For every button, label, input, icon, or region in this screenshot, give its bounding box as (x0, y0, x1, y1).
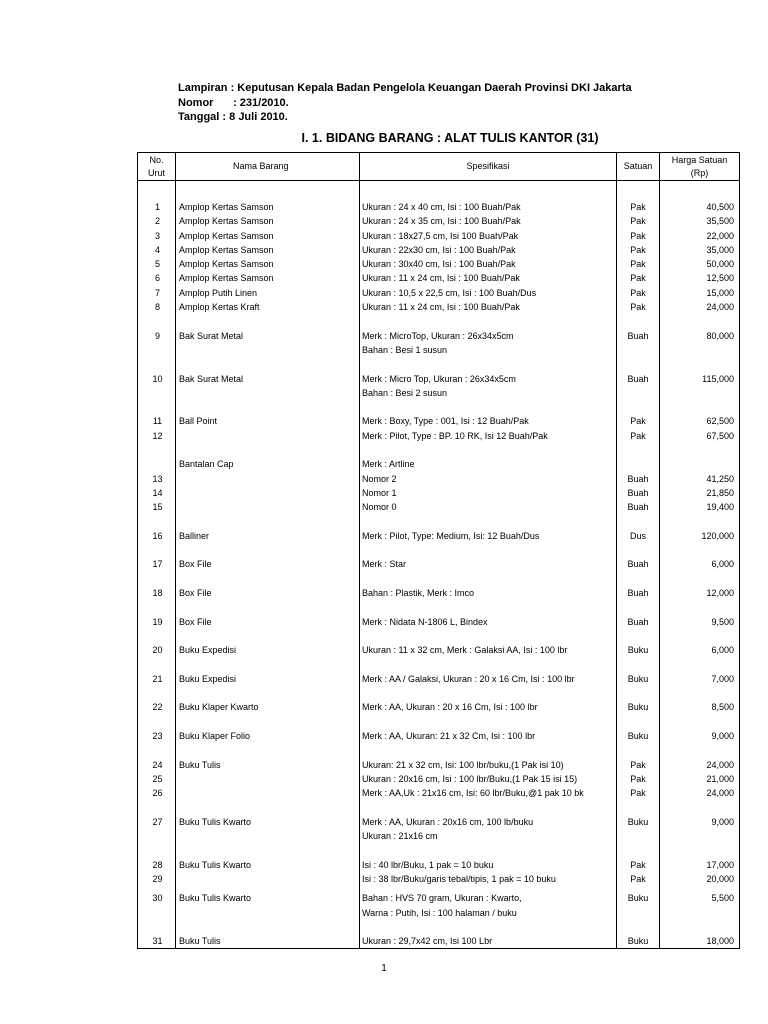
col-header-harga: Harga Satuan (Rp) (660, 153, 740, 181)
table-row (138, 200, 740, 214)
row-spesifikasi: Merk : AA / Galaksi, Ukuran : 20 x 16 Cm, Isi : 100 lbr (360, 672, 617, 686)
row-nama-barang: Bantalan Cap (176, 457, 360, 471)
table-row (138, 872, 740, 886)
row-spesifikasi: Ukuran : 11 x 32 cm, Merk : Galaksi AA, Isi : 100 lbr (360, 643, 617, 657)
table-spacer-row (138, 443, 740, 457)
row-spesifikasi: Bahan : HVS 70 gram, Ukuran : Kwarto, (360, 891, 617, 905)
row-satuan (617, 457, 660, 471)
lampiran-line (178, 81, 632, 96)
row-no (138, 386, 176, 400)
row-no: 10 (138, 372, 176, 386)
row-no: 12 (138, 429, 176, 443)
row-spesifikasi: Merk : Boxy, Type : 001, Isi : 12 Buah/Pak (360, 414, 617, 428)
row-nama-barang: Amplop Kertas Samson (176, 214, 360, 228)
row-spesifikasi: Warna : Putih, Isi : 100 halaman / buku (360, 906, 617, 920)
table-spacer-row (138, 843, 740, 857)
row-nama-barang: Buku Tulis Kwarto (176, 815, 360, 829)
row-harga (660, 906, 740, 920)
row-no: 7 (138, 286, 176, 300)
row-satuan: Pak (617, 872, 660, 886)
row-nama-barang: Bak Surat Metal (176, 329, 360, 343)
row-spesifikasi: Ukuran : 11 x 24 cm, Isi : 100 Buah/Pak (360, 271, 617, 285)
row-harga: 120,000 (660, 529, 740, 543)
row-nama-barang (176, 772, 360, 786)
row-no: 20 (138, 643, 176, 657)
row-spesifikasi: Ukuran : 11 x 24 cm, Isi : 100 Buah/Pak (360, 300, 617, 314)
table-row (138, 858, 740, 872)
row-no: 4 (138, 243, 176, 257)
row-satuan: Buku (617, 700, 660, 714)
row-spesifikasi: Ukuran : 10,5 x 22,5 cm, Isi : 100 Buah/Dus (360, 286, 617, 300)
items-table (137, 152, 740, 949)
row-satuan: Pak (617, 429, 660, 443)
row-nama-barang: Buku Expedisi (176, 643, 360, 657)
row-nama-barang: Buku Tulis Kwarto (176, 858, 360, 872)
row-harga: 5,500 (660, 891, 740, 905)
row-no: 22 (138, 700, 176, 714)
table-row (138, 457, 740, 471)
row-harga: 24,000 (660, 300, 740, 314)
table-spacer-row (138, 181, 740, 201)
row-nama-barang (176, 343, 360, 357)
row-harga: 9,000 (660, 729, 740, 743)
row-no: 19 (138, 615, 176, 629)
row-spesifikasi: Merk : Nidata N-1806 L, Bindex (360, 615, 617, 629)
row-spesifikasi: Merk : AA, Ukuran : 20 x 16 Cm, Isi : 100 lbr (360, 700, 617, 714)
row-spesifikasi: Ukuran : 24 x 40 cm, Isi : 100 Buah/Pak (360, 200, 617, 214)
row-satuan: Buah (617, 557, 660, 571)
row-no: 17 (138, 557, 176, 571)
table-row (138, 729, 740, 743)
table-row (138, 343, 740, 357)
row-no: 3 (138, 229, 176, 243)
nomor-line (178, 96, 632, 111)
row-harga: 24,000 (660, 786, 740, 800)
table-row (138, 300, 740, 314)
table-row (138, 472, 740, 486)
row-harga: 7,000 (660, 672, 740, 686)
table-row (138, 758, 740, 772)
row-spesifikasi: Bahan : Besi 1 susun (360, 343, 617, 357)
row-spesifikasi: Nomor 2 (360, 472, 617, 486)
table-row (138, 386, 740, 400)
row-nama-barang: Amplop Kertas Samson (176, 271, 360, 285)
row-satuan: Buah (617, 472, 660, 486)
table-row (138, 829, 740, 843)
row-spesifikasi: Merk : Pilot, Type: Medium, Isi: 12 Buah/Dus (360, 529, 617, 543)
row-harga: 21,000 (660, 772, 740, 786)
table-row (138, 786, 740, 800)
table-spacer-row (138, 515, 740, 529)
row-nama-barang (176, 906, 360, 920)
row-no: 14 (138, 486, 176, 500)
row-harga: 62,500 (660, 414, 740, 428)
row-spesifikasi: Nomor 0 (360, 500, 617, 514)
table-spacer-row (138, 400, 740, 414)
row-nama-barang: Balliner (176, 529, 360, 543)
row-harga: 24,000 (660, 758, 740, 772)
table-row (138, 329, 740, 343)
row-nama-barang: Buku Tulis (176, 934, 360, 949)
table-spacer-row (138, 543, 740, 557)
row-no: 5 (138, 257, 176, 271)
row-harga: 41,250 (660, 472, 740, 486)
table-spacer-row (138, 715, 740, 729)
row-satuan: Buah (617, 500, 660, 514)
tanggal-text: 8 Juli 2010. (229, 111, 288, 123)
row-satuan: Pak (617, 214, 660, 228)
row-nama-barang: Buku Klaper Folio (176, 729, 360, 743)
table-spacer-row (138, 572, 740, 586)
row-spesifikasi: Merk : Micro Top, Ukuran : 26x34x5cm (360, 372, 617, 386)
lampiran-label: Lampiran : (178, 82, 235, 94)
col-header-spesifikasi: Spesifikasi (360, 153, 617, 181)
row-satuan: Buah (617, 615, 660, 629)
row-nama-barang: Buku Expedisi (176, 672, 360, 686)
table-row (138, 257, 740, 271)
row-spesifikasi: Isi : 40 lbr/Buku, 1 pak = 10 buku (360, 858, 617, 872)
page-title (0, 131, 768, 145)
row-satuan: Buah (617, 586, 660, 600)
row-harga: 17,000 (660, 858, 740, 872)
row-harga: 22,000 (660, 229, 740, 243)
tanggal-label: Tanggal : (178, 111, 227, 123)
row-no (138, 829, 176, 843)
row-harga (660, 457, 740, 471)
row-spesifikasi: Ukuran : 29,7x42 cm, Isi 100 Lbr (360, 934, 617, 949)
row-nama-barang: Ball Point (176, 414, 360, 428)
row-nama-barang (176, 386, 360, 400)
row-harga: 20,000 (660, 872, 740, 886)
col-header-satuan: Satuan (617, 153, 660, 181)
row-satuan: Buku (617, 934, 660, 949)
document-header (178, 81, 632, 125)
row-spesifikasi: Merk : Star (360, 557, 617, 571)
table-row (138, 372, 740, 386)
table-row (138, 229, 740, 243)
row-nama-barang: Amplop Kertas Samson (176, 200, 360, 214)
row-harga: 12,500 (660, 271, 740, 285)
row-nama-barang: Box File (176, 615, 360, 629)
table-row (138, 557, 740, 571)
row-no (138, 906, 176, 920)
row-harga: 80,000 (660, 329, 740, 343)
row-no: 31 (138, 934, 176, 949)
table-row (138, 486, 740, 500)
row-satuan (617, 829, 660, 843)
col-header-nama: Nama Barang (176, 153, 360, 181)
row-satuan (617, 386, 660, 400)
row-no (138, 343, 176, 357)
row-harga (660, 829, 740, 843)
row-nama-barang (176, 429, 360, 443)
table-row (138, 934, 740, 949)
row-harga: 67,500 (660, 429, 740, 443)
row-no: 28 (138, 858, 176, 872)
row-no: 25 (138, 772, 176, 786)
row-nama-barang (176, 872, 360, 886)
row-spesifikasi: Nomor 1 (360, 486, 617, 500)
table-spacer-row (138, 686, 740, 700)
table-spacer-row (138, 658, 740, 672)
table-spacer-row (138, 800, 740, 814)
table-row (138, 615, 740, 629)
tanggal-line (178, 110, 632, 125)
table-spacer-row (138, 314, 740, 328)
row-harga (660, 386, 740, 400)
row-no: 29 (138, 872, 176, 886)
row-satuan: Buku (617, 643, 660, 657)
row-nama-barang: Buku Tulis Kwarto (176, 891, 360, 905)
row-harga: 115,000 (660, 372, 740, 386)
table-body (138, 181, 740, 949)
table-row (138, 815, 740, 829)
row-harga: 15,000 (660, 286, 740, 300)
row-no: 9 (138, 329, 176, 343)
table-row (138, 586, 740, 600)
row-nama-barang: Amplop Putih Linen (176, 286, 360, 300)
row-satuan: Buku (617, 729, 660, 743)
row-harga: 6,000 (660, 557, 740, 571)
row-satuan: Pak (617, 271, 660, 285)
row-spesifikasi: Ukuran : 20x16 cm, Isi : 100 lbr/Buku,(1 Pak 15 isi 15) (360, 772, 617, 786)
row-satuan: Pak (617, 772, 660, 786)
table-header-row (138, 153, 740, 181)
table-row (138, 891, 740, 905)
row-nama-barang: Box File (176, 557, 360, 571)
row-no: 13 (138, 472, 176, 486)
row-nama-barang: Amplop Kertas Samson (176, 257, 360, 271)
row-harga: 8,500 (660, 700, 740, 714)
row-harga: 50,000 (660, 257, 740, 271)
row-spesifikasi: Merk : Pilot, Type : BP. 10 RK, Isi 12 Buah/Pak (360, 429, 617, 443)
row-nama-barang (176, 472, 360, 486)
row-harga (660, 343, 740, 357)
row-nama-barang (176, 486, 360, 500)
col-header-no: No. Urut (138, 153, 176, 181)
table-row (138, 414, 740, 428)
row-no: 21 (138, 672, 176, 686)
row-no: 24 (138, 758, 176, 772)
row-satuan (617, 906, 660, 920)
row-no: 15 (138, 500, 176, 514)
row-satuan: Pak (617, 243, 660, 257)
row-spesifikasi: Merk : MicroTop, Ukuran : 26x34x5cm (360, 329, 617, 343)
row-no: 16 (138, 529, 176, 543)
page-number: 1 (381, 963, 387, 974)
nomor-label: Nomor (178, 96, 214, 109)
row-satuan: Buah (617, 329, 660, 343)
row-no: 8 (138, 300, 176, 314)
table-spacer-row (138, 357, 740, 371)
table-spacer-row (138, 629, 740, 643)
row-spesifikasi: Merk : AA, Ukuran : 20x16 cm, 100 lb/buku (360, 815, 617, 829)
row-harga: 9,000 (660, 815, 740, 829)
row-spesifikasi: Merk : AA, Ukuran: 21 x 32 Cm, Isi : 100 lbr (360, 729, 617, 743)
row-satuan: Pak (617, 300, 660, 314)
row-satuan: Buah (617, 372, 660, 386)
row-spesifikasi: Ukuran: 21 x 32 cm, Isi: 100 lbr/buku,(1 Pak isi 10) (360, 758, 617, 772)
row-no: 26 (138, 786, 176, 800)
row-harga: 21,850 (660, 486, 740, 500)
row-satuan: Pak (617, 200, 660, 214)
table-row (138, 500, 740, 514)
row-nama-barang: Amplop Kertas Samson (176, 229, 360, 243)
row-satuan: Pak (617, 257, 660, 271)
lampiran-text: Keputusan Kepala Badan Pengelola Keuangan Daerah Provinsi DKI Jakarta (237, 82, 632, 94)
row-spesifikasi: Ukuran : 22x30 cm, Isi : 100 Buah/Pak (360, 243, 617, 257)
table-spacer-row (138, 600, 740, 614)
row-no: 1 (138, 200, 176, 214)
row-spesifikasi: Bahan : Besi 2 susun (360, 386, 617, 400)
row-no: 2 (138, 214, 176, 228)
table-row (138, 772, 740, 786)
row-nama-barang: Amplop Kertas Samson (176, 243, 360, 257)
row-satuan: Pak (617, 414, 660, 428)
row-no: 11 (138, 414, 176, 428)
row-satuan: Pak (617, 229, 660, 243)
row-harga: 40,500 (660, 200, 740, 214)
row-no: 23 (138, 729, 176, 743)
row-satuan: Pak (617, 286, 660, 300)
row-nama-barang: Box File (176, 586, 360, 600)
row-satuan: Buku (617, 672, 660, 686)
row-harga: 6,000 (660, 643, 740, 657)
row-nama-barang (176, 500, 360, 514)
row-spesifikasi: Ukuran : 30x40 cm, Isi : 100 Buah/Pak (360, 257, 617, 271)
row-satuan: Buku (617, 891, 660, 905)
row-harga: 35,000 (660, 243, 740, 257)
row-nama-barang: Bak Surat Metal (176, 372, 360, 386)
table-row (138, 672, 740, 686)
row-spesifikasi: Ukuran : 24 x 35 cm, Isi : 100 Buah/Pak (360, 214, 617, 228)
row-satuan: Pak (617, 758, 660, 772)
table-row (138, 906, 740, 920)
row-no: 27 (138, 815, 176, 829)
row-spesifikasi: Ukuran : 18x27,5 cm, Isi 100 Buah/Pak (360, 229, 617, 243)
row-satuan (617, 343, 660, 357)
row-spesifikasi: Isi : 38 lbr/Buku/garis tebal/tipis, 1 pak = 10 buku (360, 872, 617, 886)
table-row (138, 286, 740, 300)
row-nama-barang: Buku Klaper Kwarto (176, 700, 360, 714)
row-spesifikasi: Ukuran : 21x16 cm (360, 829, 617, 843)
table-row (138, 529, 740, 543)
table-row (138, 214, 740, 228)
row-no: 30 (138, 891, 176, 905)
table-row (138, 271, 740, 285)
table-row (138, 429, 740, 443)
row-nama-barang: Buku Tulis (176, 758, 360, 772)
row-harga: 9,500 (660, 615, 740, 629)
row-satuan: Pak (617, 786, 660, 800)
row-harga: 19,400 (660, 500, 740, 514)
row-harga: 18,000 (660, 934, 740, 949)
row-spesifikasi: Merk : Artline (360, 457, 617, 471)
row-satuan: Pak (617, 858, 660, 872)
nomor-text: : 231/2010. (233, 96, 289, 109)
row-spesifikasi: Merk : AA,Uk : 21x16 cm, Isi: 60 lbr/Buku,@1 pak 10 bk (360, 786, 617, 800)
row-spesifikasi: Bahan : Plastik, Merk : Imco (360, 586, 617, 600)
row-nama-barang (176, 786, 360, 800)
row-nama-barang (176, 829, 360, 843)
row-no (138, 457, 176, 471)
row-no: 18 (138, 586, 176, 600)
table-row (138, 243, 740, 257)
row-satuan: Dus (617, 529, 660, 543)
table-row (138, 700, 740, 714)
row-satuan: Buah (617, 486, 660, 500)
row-harga: 35,500 (660, 214, 740, 228)
row-nama-barang: Amplop Kertas Kraft (176, 300, 360, 314)
table-spacer-row (138, 920, 740, 934)
title-text: I. 1. BIDANG BARANG : ALAT TULIS KANTOR (31) (301, 131, 599, 145)
table-spacer-row (138, 743, 740, 757)
table-row (138, 643, 740, 657)
row-no: 6 (138, 271, 176, 285)
row-harga: 12,000 (660, 586, 740, 600)
row-satuan: Buku (617, 815, 660, 829)
